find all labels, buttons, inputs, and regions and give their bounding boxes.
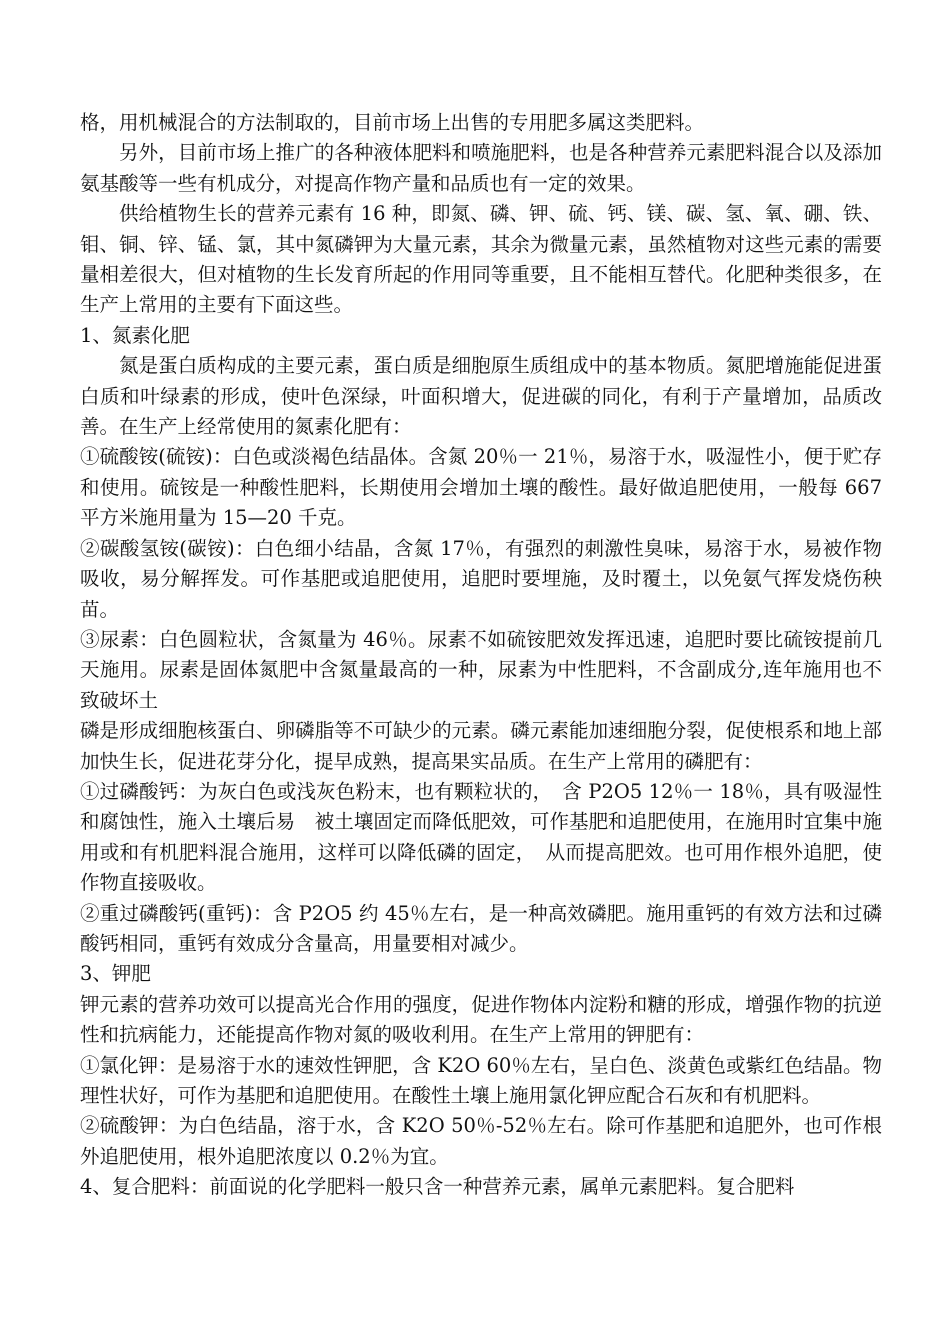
list-item: ③尿素：白色圆粒状，含氮量为 46％。尿素不如硫铵肥效发挥迅速，追肥时要比硫铵提前几天施用。尿素是固体氮肥中含氮量最高的一种，尿素为中性肥料，不含副成分,连年施用也不致破坏土 (80, 627, 882, 712)
section-heading-potassium: 3、钾肥 (80, 962, 151, 986)
list-item: ②碳酸氢铵(碳铵)：白色细小结晶，含氮 17％，有强烈的刺激性臭味，易溶于水，易被作物吸收，易分解挥发。可作基肥或追肥使用，追肥时要埋施，及时覆土，以免氨气挥发烧伤秧苗。 (80, 536, 882, 621)
list-item: ①过磷酸钙：为灰白色或浅灰色粉末，也有颗粒状的， 含 P2O5 12％一 18％，具有吸湿性和腐蚀性，施入土壤后易 被土壤固定而降低肥效，可作基肥和追肥使用，在施用时宜集中施用或和有机肥料混合施用，这样可以降低磷的固定， 从而提高肥效。也可用作根外追肥，使作物直接吸收。 (80, 779, 882, 895)
paragraph: 4、复合肥料：前面说的化学肥料一般只含一种营养元素，属单元素肥料。复合肥料 (80, 1175, 795, 1199)
list-item: ①氯化钾：是易溶于水的速效性钾肥，含 K2O 60％左右，呈白色、淡黄色或紫红色结晶。物理性状好，可作为基肥和追肥使用。在酸性土壤上施用氯化钾应配合石灰和有机肥料。 (80, 1053, 882, 1107)
list-item: ②硫酸钾：为白色结晶，溶于水，含 K2O 50％-52％左右。除可作基肥和追肥外，也可作根外追肥使用，根外追肥浓度以 0.2％为宜。 (80, 1114, 882, 1168)
list-item: ②重过磷酸钙(重钙)：含 P2O5 约 45％左右，是一种高效磷肥。施用重钙的有效方法和过磷酸钙相同，重钙有效成分含量高，用量要相对减少。 (80, 901, 882, 955)
paragraph: 另外，目前市场上推广的各种液体肥料和喷施肥料，也是各种营养元素肥料混合以及添加氨基酸等一些有机成分，对提高作物产量和品质也有一定的效果。 (80, 141, 882, 195)
paragraph: 供给植物生长的营养元素有 16 种，即氮、磷、钾、硫、钙、镁、碳、氢、氧、硼、铁、钼、铜、锌、锰、氯，其中氮磷钾为大量元素，其余为微量元素，虽然植物对这些元素的需要量相差很大，但对植物的生长发育所起的作用同等重要，且不能相互替代。化肥种类很多，在生产上常用的主要有下面这些。 (80, 202, 882, 317)
paragraph: 氮是蛋白质构成的主要元素，蛋白质是细胞原生质组成中的基本物质。氮肥增施能促进蛋白质和叶绿素的形成，使叶色深绿，叶面积增大，促进碳的同化，有利于产量增加，品质改善。在生产上经常使用的氮素化肥有： (80, 354, 882, 439)
document-page (80, 108, 882, 1203)
paragraph: 钾元素的营养功效可以提高光合作用的强度，促进作物体内淀粉和糖的形成，增强作物的抗逆性和抗病能力，还能提高作物对氮的吸收利用。在生产上常用的钾肥有： (80, 992, 882, 1047)
paragraph: 格，用机械混合的方法制取的，目前市场上出售的专用肥多属这类肥料。 (80, 111, 705, 134)
paragraph: 磷是形成细胞核蛋白、卵磷脂等不可缺少的元素。磷元素能加速细胞分裂，促使根系和地上部加快生长，促进花芽分化，提早成熟，提高果实品质。在生产上常用的磷肥有： (80, 719, 882, 773)
list-item: ①硫酸铵(硫铵)：白色或淡褐色结晶体。含氮 20％一 21％，易溶于水，吸湿性小，便于贮存和使用。硫铵是一种酸性肥料，长期使用会增加土壤的酸性。最好做追肥使用，一般每 667 平方米施用量为 15—20 千克。 (80, 445, 882, 530)
section-heading-nitrogen: 1、氮素化肥 (80, 323, 190, 347)
